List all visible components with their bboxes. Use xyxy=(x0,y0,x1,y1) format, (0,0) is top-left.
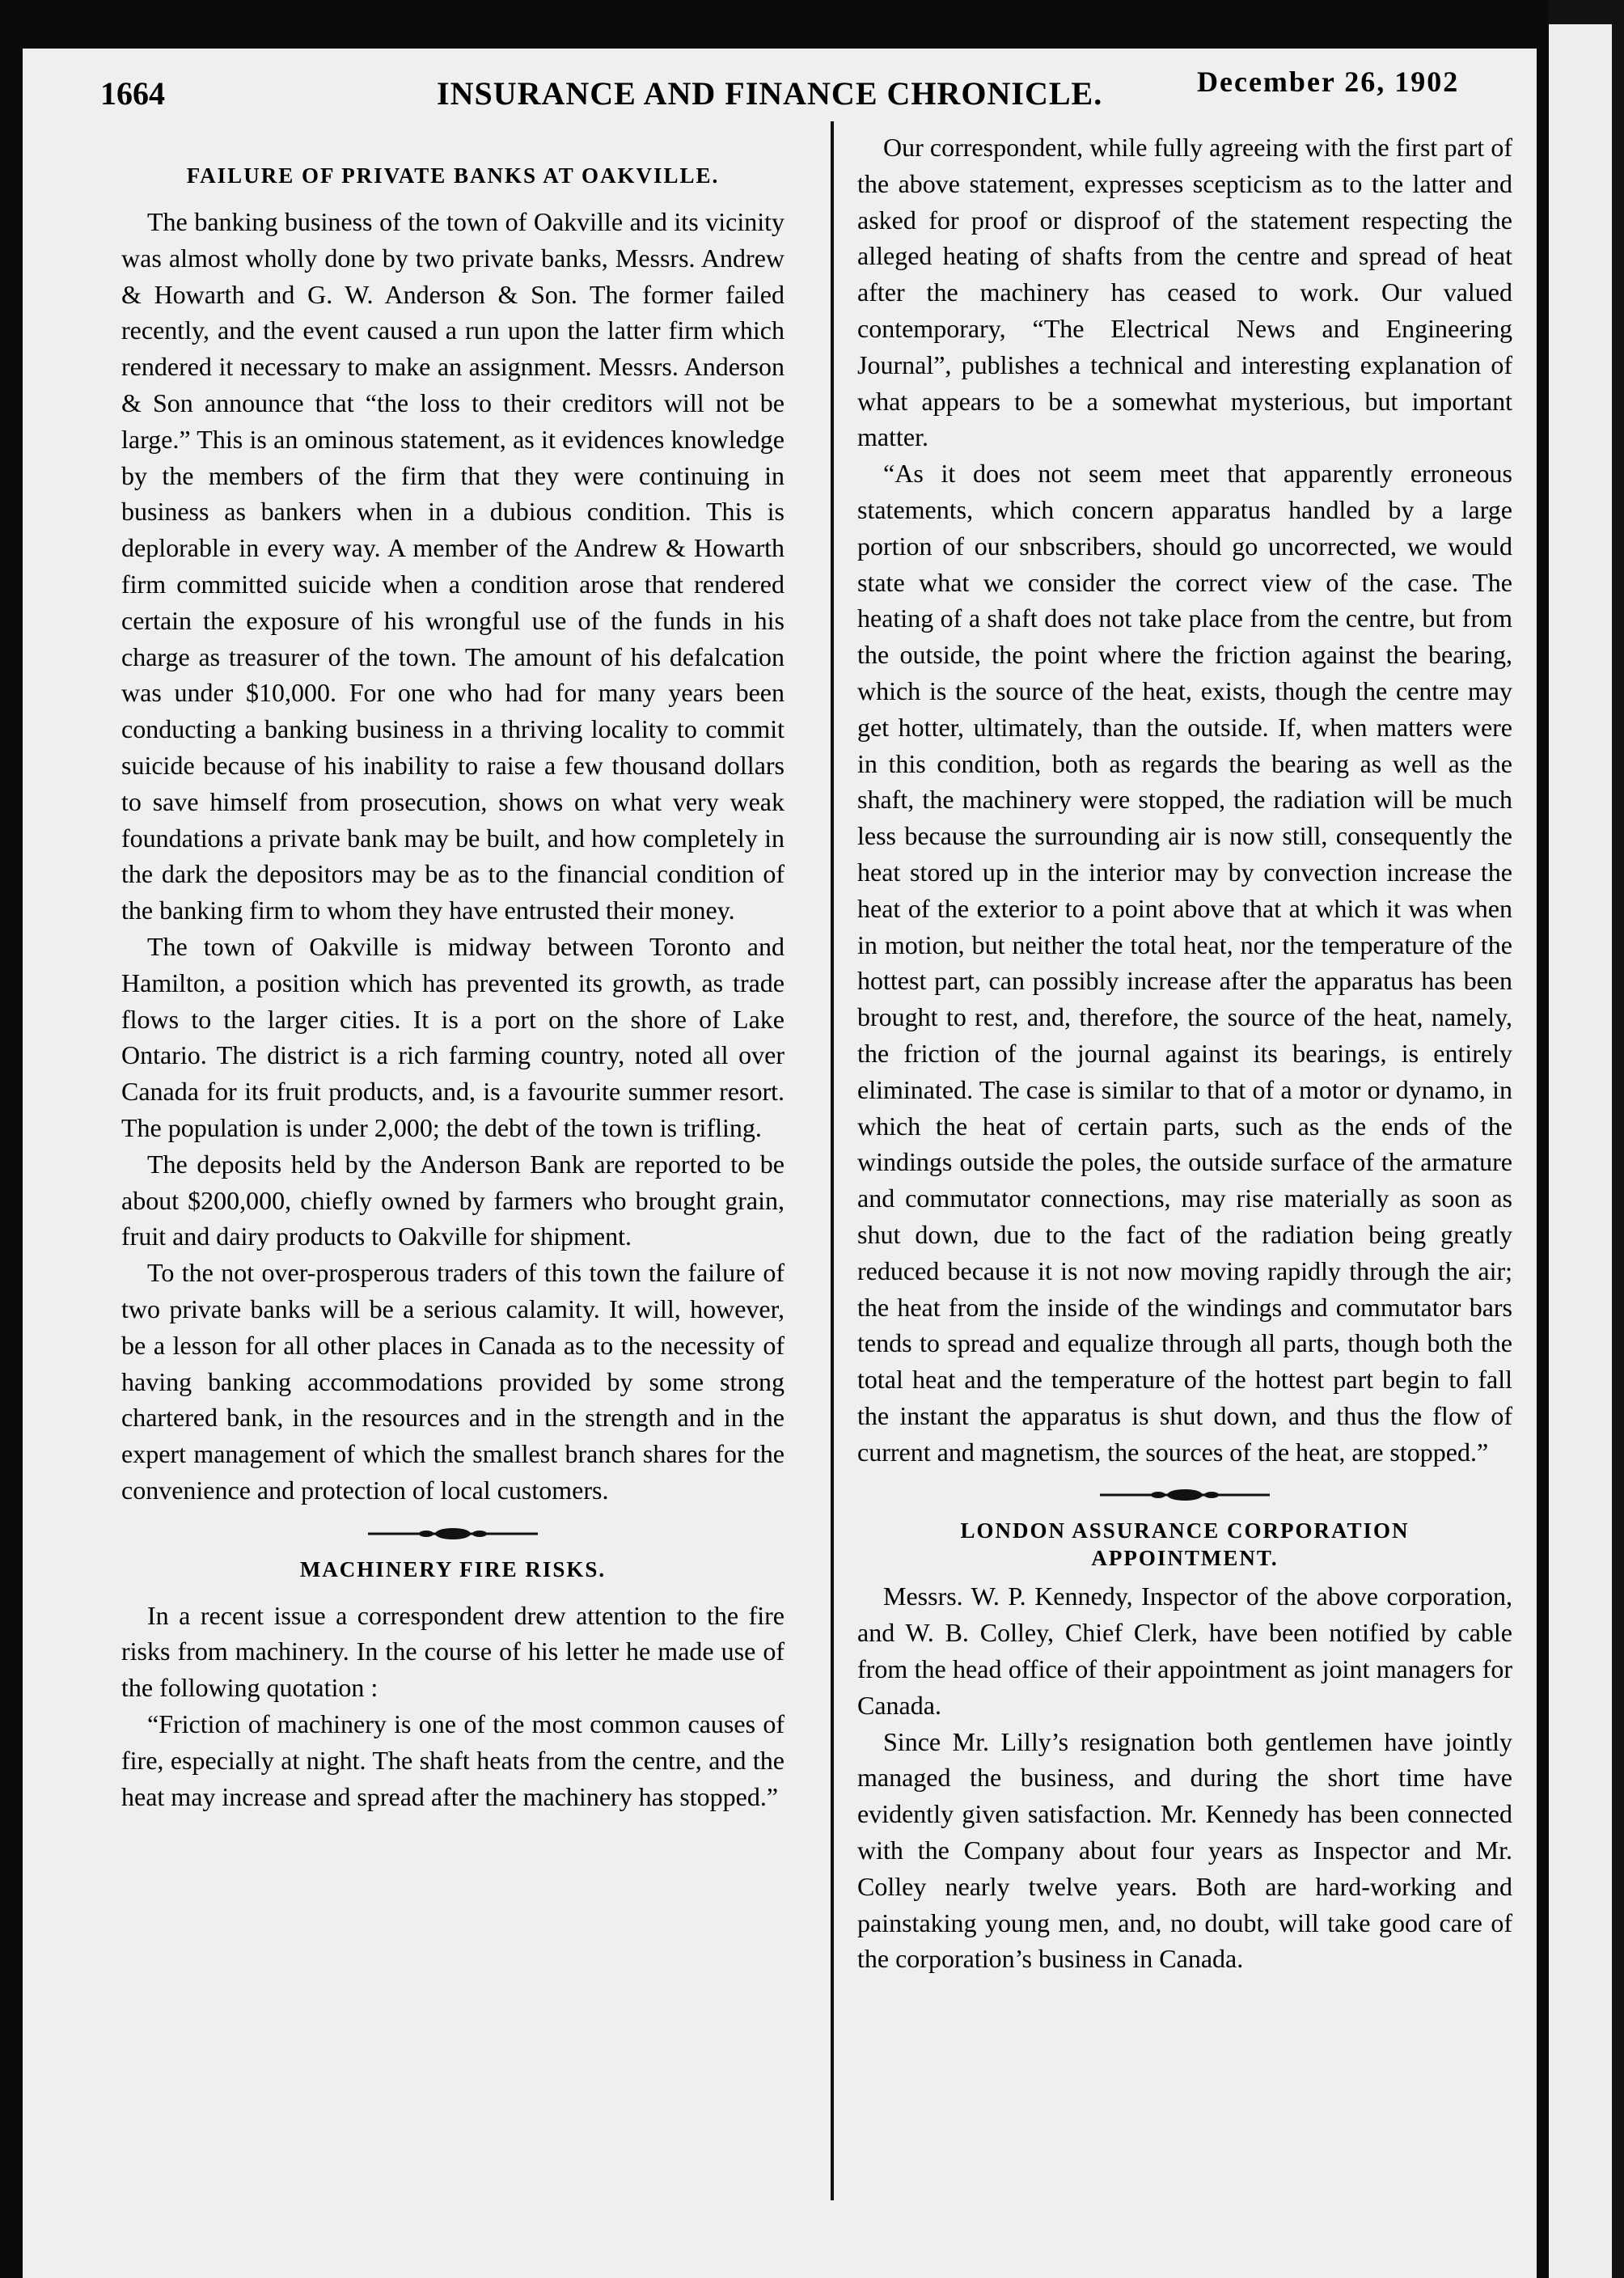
page-number: 1664 xyxy=(100,75,165,112)
column-divider xyxy=(831,121,834,2200)
adjacent-page-edge xyxy=(1549,24,1612,2278)
article-paragraph: To the not over-prosperous traders of this town the failure of two private banks will be a serious calamity. It will, however, be a lesson for all other places in Canada as to the necessity of having banking accommodations provided by some strong chartered bank, in the resources and in the strength and in the expert management of which the smallest branch shares for the convenience and protection of local customers. xyxy=(121,1258,785,1505)
article-heading-machinery: MACHINERY FIRE RISKS. xyxy=(299,1556,607,1581)
article-paragraph: In a recent issue a correspondent drew attention to the fire risks from machinery. In the course of his letter he made use of the following quotation : xyxy=(121,1600,785,1703)
quotation-paragraph: “Friction of machinery is one of the most common causes of fire, especially at night. The shaft heats from the centre, and the heat may increase and spread after the machinery has stopped.” xyxy=(121,1709,785,1811)
article-paragraph: The deposits held by the Anderson Bank are reported to be about $200,000, chiefly owned by farmers who brought grain, fruit and dairy products to Oakville for shipment. xyxy=(121,1149,785,1251)
left-column xyxy=(121,162,785,1814)
article-paragraph: Since Mr. Lilly’s resignation both gentlemen have jointly managed the business, and during the short time have evidently given satisfaction. Mr. Kennedy has been connected with the Company about four years as Inspector and Mr. Colley nearly twelve years. Both are hard-working and painstaking young men, and, no doubt, will take good care of the corporation’s business in Canada. xyxy=(857,1726,1512,1974)
right-column xyxy=(857,129,1512,1977)
article-paragraph: The town of Oakville is midway between Toronto and Hamilton, a position which has prevented its growth, as trade flows to the larger cities. It is a port on the shore of Lake Ontario. The district is a rich farming country, noted all over Canada for its fruit products, and, is a favourite summer resort. The population is under 2,000; the debt of the town is trifling. xyxy=(121,931,785,1142)
publication-title: INSURANCE AND FINANCE CHRONICLE. xyxy=(437,75,1103,112)
issue-date: December 26, 1902 xyxy=(1197,66,1460,98)
heading-line: APPOINTMENT. xyxy=(1091,1546,1279,1571)
article-heading-oakville: FAILURE OF PRIVATE BANKS AT OAKVILLE. xyxy=(186,163,720,188)
article-paragraph: Messrs. W. P. Kennedy, Inspector of the above corporation, and W. B. Colley, Chief Clerk, have been notified by cable from the head office of their appointment as joint managers for Canada. xyxy=(857,1581,1512,1720)
section-ornament xyxy=(368,1526,538,1541)
article-paragraph: The banking business of the town of Oakville and its vicinity was almost wholly done by two private banks, Messrs. Andrew & Howarth and G. W. Anderson & Son. The former failed recently, and the event caused a run upon the latter firm which rendered it necessary to make an assignment. Messrs. Anderson & Son announce that “the loss to their creditors will not be large.” This is an ominous statement, as it evidences knowledge by the members of the firm that they were continuing in business as bankers when in a dubious condition. This is deplorable in every way. A member of the Andrew & Howarth firm committed suicide when a condition arose that rendered certain the exposure of his wrongful use of the funds in his charge as treasurer of the town. The amount of his defalcation was under $10,000. For one who had for many years been conducting a banking business in a thriving locality to commit suicide because of his inability to raise a few thousand dollars to save himself from prosecution, shows on what very weak foundations a private bank may be built, and how completely in the dark the depositors may be as to the financial condition of the banking firm to whom they have entrusted their money. xyxy=(121,207,785,925)
article-heading-london-assurance xyxy=(857,1517,1512,1572)
quotation-paragraph: “As it does not seem meet that apparently erroneous statements, which concern apparatus handled by a large portion of our snbscribers, should go uncorrected, we would state what we consider the correct view of the case. The heating of a shaft does not take place from the centre, but from the outside, the point where the friction against the bearing, which is the source of the heat, exists, though the centre may get hotter, ultimately, than the outside. If, when matters were in this condition, both as regards the bearing as well as the shaft, the machinery were stopped, the radiation will be much less because the surrounding air is now still, consequently the heat stored up in the interior may by convection increase the heat of the exterior to a point above that at which it was when in motion, but neither the total heat, nor the temperature of the hottest part, can possibly increase after the apparatus has been brought to rest, and, therefore, the source of the heat, namely, the friction of the journal against its bearings, is entirely eliminated. The case is similar to that of a motor or dynamo, in which the heat of certain parts, such as the ends of the windings outside the poles, the outside surface of the armature and commutator connections, may rise materially as soon as shut down, due to the fact of the radiation being greatly reduced because it is not now moving rapidly through the air; the heat from the inside of the windings and commutator bars tends to spread and equalize through all parts, though both the total heat and the temperature of the hottest part begin to fall the instant the apparatus is shut down, and thus the flow of current and magnetism, the sources of the heat, are stopped.” xyxy=(857,459,1512,1467)
heading-line: LONDON ASSURANCE CORPORATION xyxy=(960,1518,1410,1543)
article-paragraph: Our correspondent, while fully agreeing with the first part of the above statement, expresses scepticism as to the latter and asked for proof or disproof of the statement respecting the alleged heating of shafts from the centre and spread of heat after the machinery has ceased to work. Our valued contemporary, “The Electrical News and Engineering Journal”, publishes a technical and interesting explanation of what appears to be a somewhat mysterious, but important matter. xyxy=(857,133,1512,452)
section-ornament xyxy=(1100,1488,1270,1502)
